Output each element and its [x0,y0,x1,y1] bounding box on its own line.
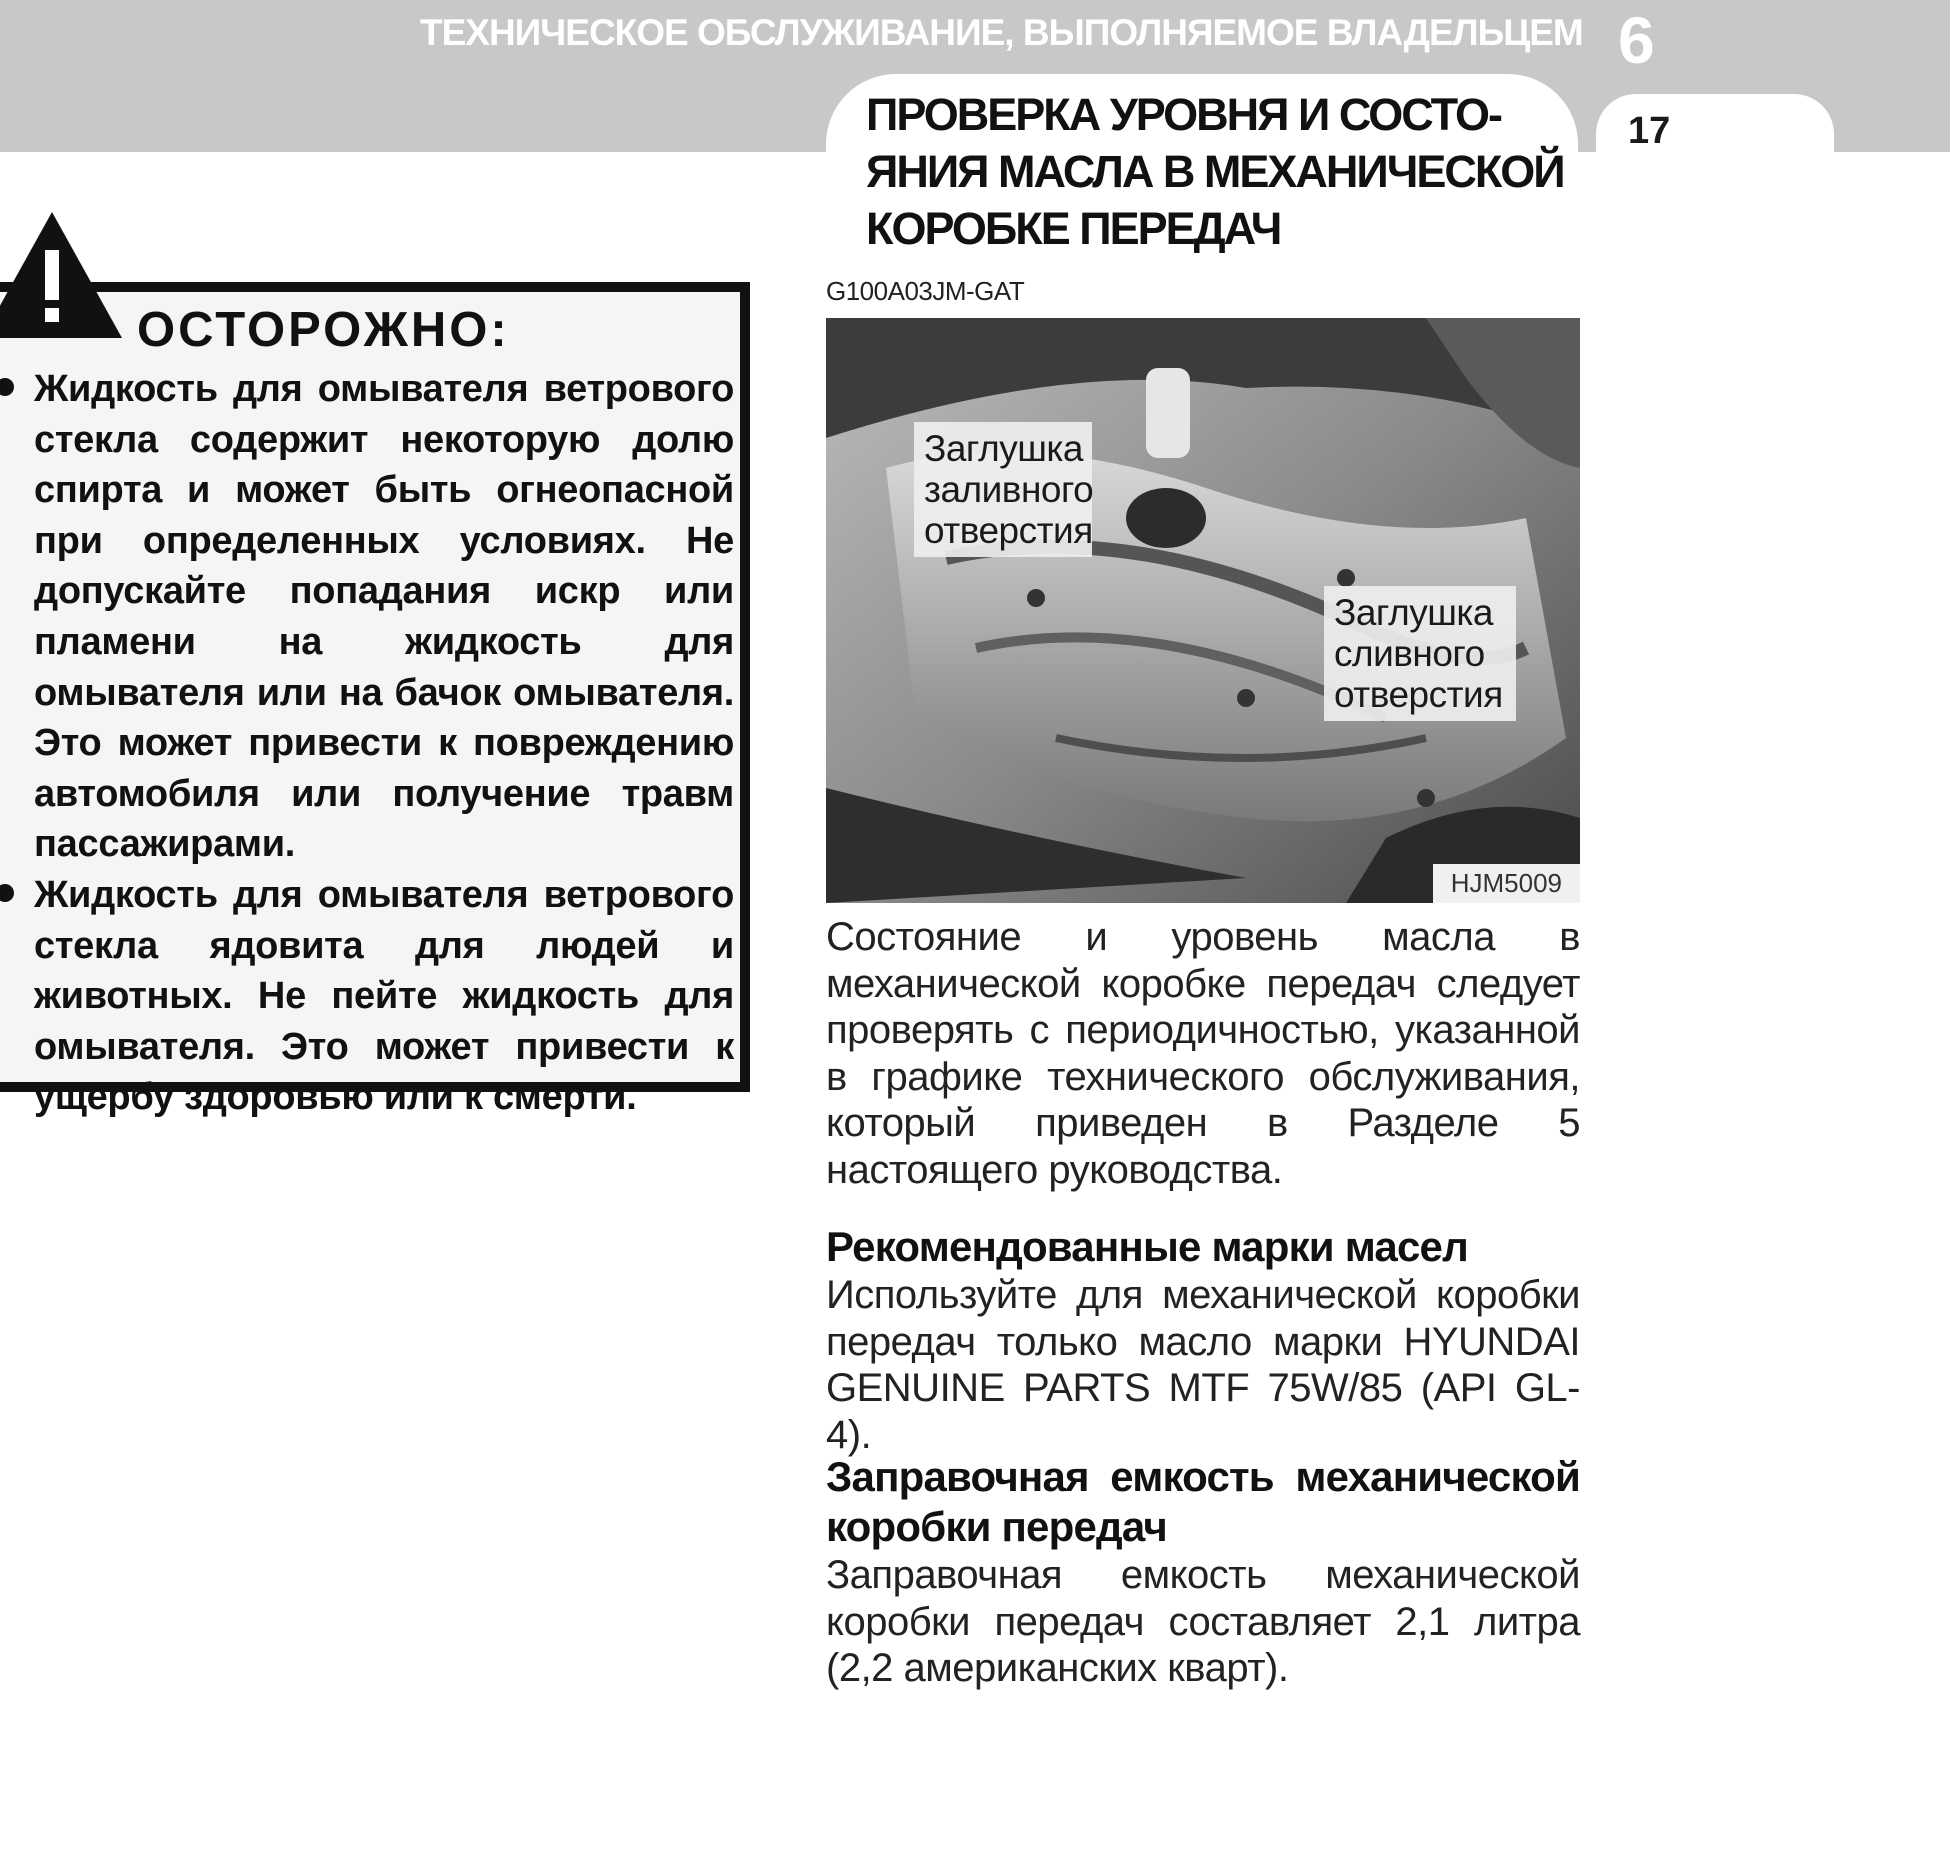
transmission-photo [826,318,1580,903]
callout-line: отверстия [1334,674,1503,715]
warning-title: ОСТОРОЖНО: [137,303,510,357]
callout-line: сливного [1334,633,1485,674]
warning-item [34,870,734,1123]
fill-plug-label [914,422,1092,557]
recommended-oils-text: Используйте для механической коробки передач только масло марки HYUNDAI GENUINE PARTS MTF 75W/85 (API GL-4). [826,1273,1580,1457]
warning-list [34,364,734,1123]
warning-item [34,364,734,870]
drain-plug-label [1324,586,1516,721]
callout-line: заливного [924,469,1094,510]
capacity-text: Заправочная емкость механической коробки передач составляет 2,1 литра (2,2 американских кварт). [826,1553,1580,1690]
callout-line: отверстия [924,510,1093,551]
section-title [866,86,1586,257]
recommended-oils-section [826,1222,1580,1458]
chapter-number: 6 [1618,3,1655,77]
warning-item-text: Жидкость для омывателя ветрового стекла ядовита для людей и животных. Не пейте жидкость для омывателя. Это может привести к ущербу здоровью или к смерти. [34,873,734,1119]
recommended-oils-heading: Рекомендованные марки масел [826,1223,1468,1270]
page-number: 17 [1628,110,1671,152]
section-title-line: ПРОВЕРКА УРОВНЯ И СОСТО- [866,89,1501,140]
callout-line: Заглушка [1334,592,1493,633]
capacity-heading: Заправочная емкость механической коробки передач [826,1453,1580,1550]
chapter-title: ТЕХНИЧЕСКОЕ ОБСЛУЖИВАНИЕ, ВЫПОЛНЯЕМОЕ ВЛАДЕЛЬЦЕМ [420,12,1583,53]
section-title-line: ЯНИЯ МАСЛА В МЕХАНИЧЕСКОЙ [866,146,1564,197]
figure-code: HJM5009 [1433,864,1580,903]
document-code: G100A03JM-GAT [826,276,1025,306]
callout-line: Заглушка [924,428,1083,469]
intro-paragraph-block [826,914,1580,1193]
capacity-section [826,1452,1580,1692]
warning-item-text: Жидкость для омывателя ветрового стекла содержит некоторую долю спирта и может быть огнеопасной при определенных условиях. Не допускайте попадания искр или пламени на жидкость для омывателя или на бачок омывателя. Это может привести к повреждению автомобиля или получение травм пассажирами. [34,368,734,866]
intro-paragraph: Состояние и уровень масла в механической коробке передач следует проверять с периодичностью, указанной в графике технического обслуживания, который приведен в Разделе 5 настоящего руководства. [826,915,1580,1192]
warning-triangle-icon [0,212,122,338]
section-title-line: КОРОБКЕ ПЕРЕДАЧ [866,203,1281,254]
